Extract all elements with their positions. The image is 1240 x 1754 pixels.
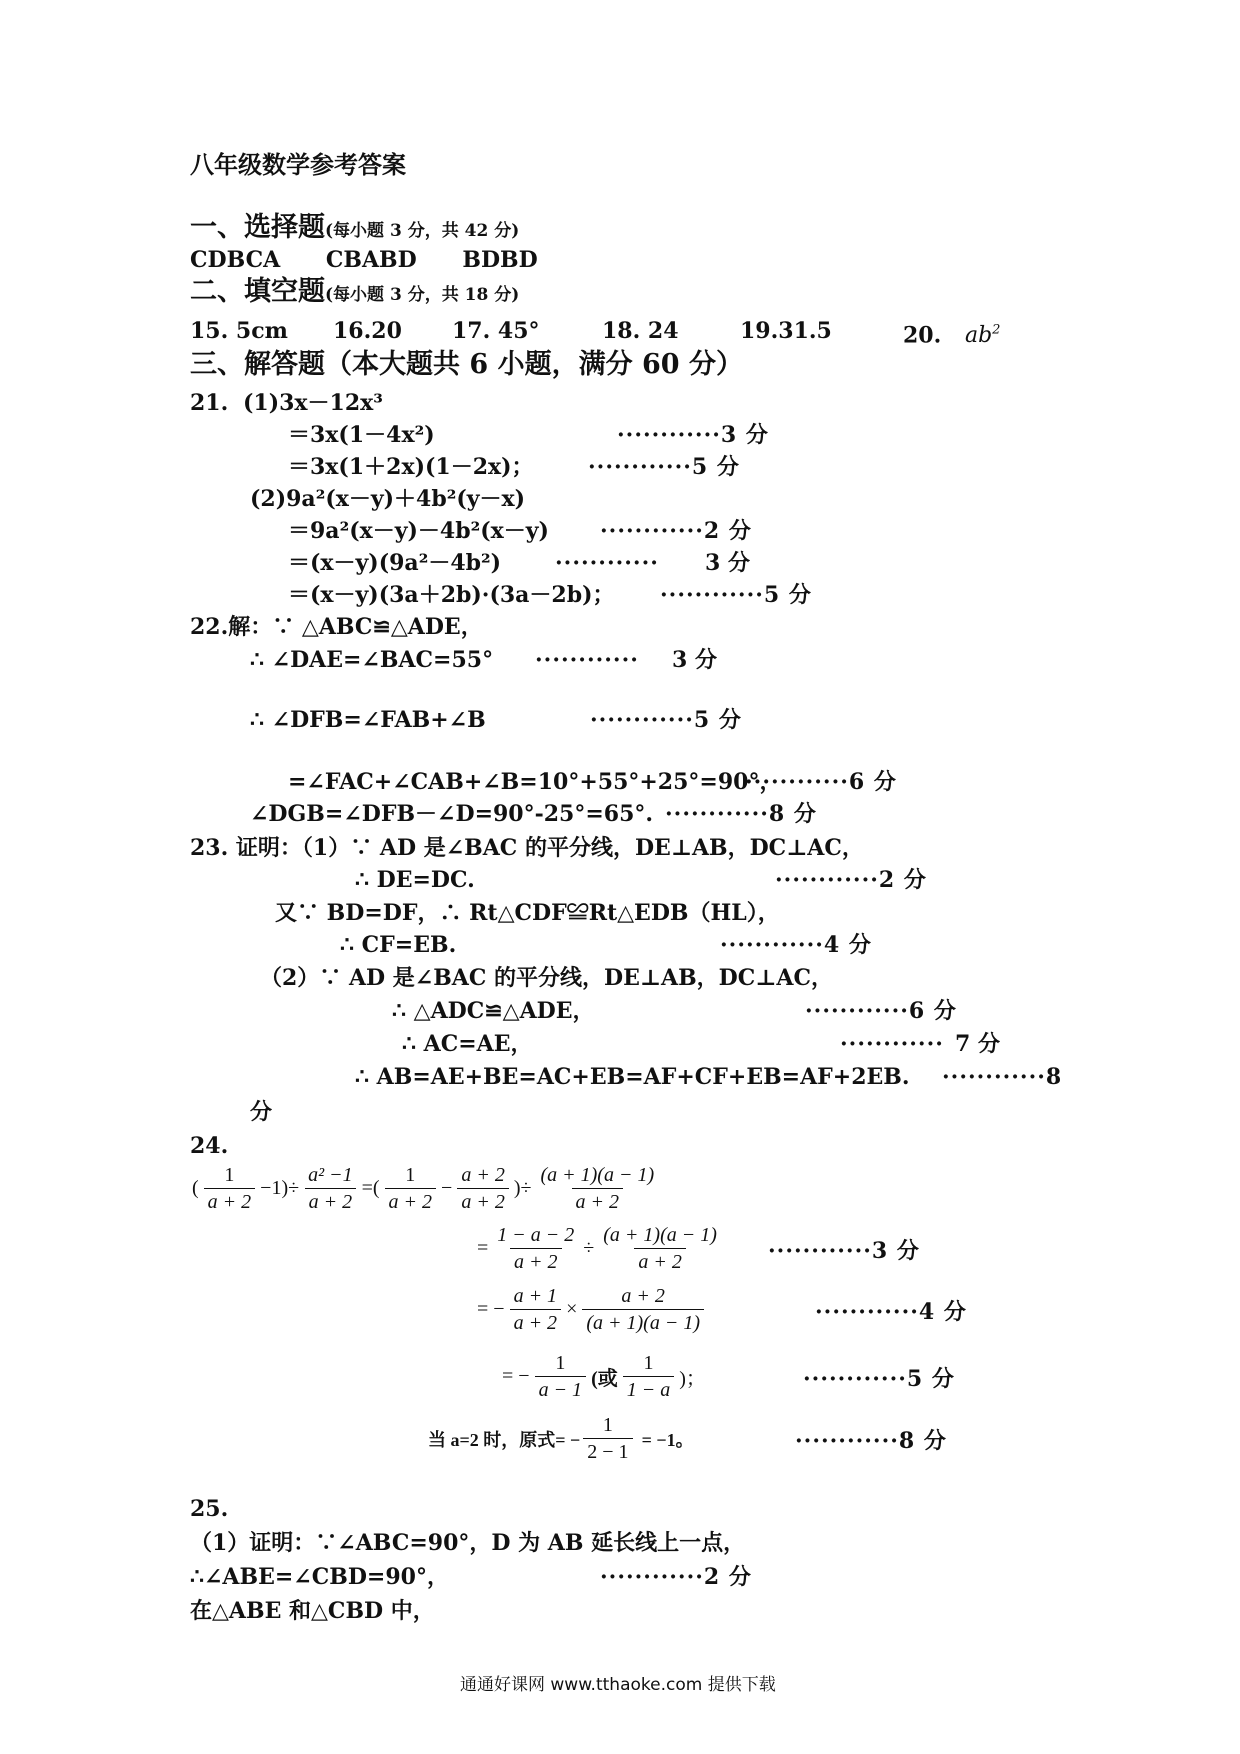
q23-line: 23. 证明：（1）∵ AD 是∠BAC 的平分线，DE⊥AB，DC⊥AC， <box>190 835 864 861</box>
score-dots: ············ <box>840 1031 944 1057</box>
q23-line: （2）∵ AD 是∠BAC 的平分线，DE⊥AB，DC⊥AC， <box>260 965 833 991</box>
q23-line: 又∵ BD=DF，∴ Rt△CDF≌Rt△EDB（HL）， <box>275 900 780 926</box>
score-mark: ············8 分 <box>665 801 817 827</box>
score-mark: ············2 分 <box>775 867 927 893</box>
q24-row-5 <box>428 1412 694 1465</box>
fraction <box>582 1283 704 1336</box>
fill-answer: 20. <box>903 322 942 349</box>
score-mark: ············5 分 <box>803 1366 955 1392</box>
numerator: 1 <box>602 1414 613 1436</box>
denominator: a + 2 <box>572 1188 624 1215</box>
fraction <box>204 1162 256 1215</box>
choice-answer-group: BDBD <box>462 247 538 273</box>
choice-answers <box>190 245 538 275</box>
section-2-heading: 二、填空题 <box>190 276 325 307</box>
denominator: a + 2 <box>510 1248 562 1275</box>
numerator: (a + 1)(a − 1) <box>603 1224 717 1246</box>
operator: ÷ <box>583 1237 595 1259</box>
numerator: a + 2 <box>461 1164 505 1186</box>
score-mark: ············4 分 <box>720 932 872 958</box>
denominator: a + 2 <box>634 1248 686 1275</box>
q21-line: (1)3x－12x³ <box>243 390 383 416</box>
result-tail: = −1。 <box>641 1429 694 1450</box>
result-text: 当 a=2 时，原式= − <box>428 1429 581 1450</box>
numerator: 1 <box>643 1352 654 1374</box>
score-mark: 7 分 <box>955 1031 1000 1057</box>
fraction <box>510 1283 562 1336</box>
score-mark: ············3 分 <box>768 1238 920 1264</box>
paren: ( <box>192 1177 199 1199</box>
denominator: a + 2 <box>305 1188 357 1215</box>
score-mark: 3 分 <box>672 647 717 673</box>
fraction <box>385 1162 437 1215</box>
q21-line: ＝3x(1－4x²) <box>288 422 435 448</box>
operator: = − <box>502 1365 530 1387</box>
fraction <box>457 1162 509 1215</box>
numerator: 1 <box>405 1164 416 1186</box>
q21-line: ＝3x(1＋2x)(1－2x)； <box>288 454 534 480</box>
q21-label: 21. <box>190 390 229 416</box>
score-mark: ············8 <box>942 1064 1063 1090</box>
q25-label: 25. <box>190 1496 229 1522</box>
section-1-header <box>190 213 519 246</box>
section-2-note: (每小题 3 分，共 18 分) <box>325 285 520 305</box>
q21-line: ＝9a²(x－y)－4b²(x－y) <box>288 518 549 544</box>
numerator: a² −1 <box>308 1164 353 1186</box>
denominator: a − 1 <box>535 1376 587 1403</box>
choice-answer-group: CBABD <box>325 247 417 273</box>
score-mark: ············5 分 <box>588 454 740 480</box>
score-mark: ············6 分 <box>745 769 897 795</box>
q22-line: ∴ ∠DFB=∠FAB+∠B <box>250 707 486 733</box>
score-mark: ············2 分 <box>600 518 752 544</box>
q23-line: ∴ AC=AE， <box>402 1031 533 1057</box>
q23-line: ∴ CF=EB. <box>340 932 457 958</box>
denominator: a + 2 <box>510 1309 562 1336</box>
q25-line: （1）证明：∵∠ABC=90°，D 为 AB 延长线上一点， <box>190 1530 746 1556</box>
q22-line: ∠DGB=∠DFB－∠D=90°-25°=65°. <box>250 801 654 827</box>
fill-answer: 19.31.5 <box>740 318 832 344</box>
score-dots: ············ <box>555 550 659 576</box>
score-mark: ············2 分 <box>600 1564 752 1590</box>
q25-line: 在△ABE 和△CBD 中， <box>190 1598 435 1624</box>
section-3-heading: 三、解答题（本大题共 6 小题，满分 60 分） <box>190 349 743 380</box>
score-mark: ············5 分 <box>590 707 742 733</box>
denominator: (a + 1)(a − 1) <box>582 1309 704 1336</box>
operator: (或 <box>591 1368 618 1390</box>
q25-line: ∴∠ABE=∠CBD=90°， <box>190 1564 449 1590</box>
q23-line: 分 <box>250 1099 273 1125</box>
fill-answer: 17. 45° <box>452 318 540 344</box>
denominator: a + 2 <box>457 1188 509 1215</box>
operator: × <box>566 1298 578 1320</box>
score-mark: ············5 分 <box>660 582 812 608</box>
q22-line: 22.解：∵ △ABC≌△ADE， <box>190 614 483 640</box>
q24-label: 24. <box>190 1133 229 1159</box>
q24-row-4 <box>500 1350 708 1403</box>
operator: −1)÷ <box>260 1177 300 1199</box>
fill-answer: 16.20 <box>333 318 402 344</box>
denominator: 2 − 1 <box>583 1438 632 1465</box>
fill-answer: 18. 24 <box>602 318 679 344</box>
numerator: a + 2 <box>621 1285 665 1307</box>
expr-exponent: 2 <box>992 323 1001 338</box>
fraction <box>535 1350 587 1403</box>
operator: = <box>477 1237 489 1259</box>
numerator: (a + 1)(a − 1) <box>540 1164 655 1186</box>
section-2-header <box>190 277 519 310</box>
q22-line: ∴ ∠DAE=∠BAC=55° <box>250 647 494 673</box>
q21-line: (2)9a²(x－y)＋4b²(y－x) <box>250 486 526 512</box>
score-mark: ············4 分 <box>815 1299 967 1325</box>
denominator: 1 − a <box>623 1376 675 1403</box>
q23-line: ∴ DE=DC. <box>355 867 475 893</box>
operator: = − <box>477 1298 505 1320</box>
numerator: 1 <box>224 1164 235 1186</box>
denominator: a + 2 <box>204 1188 256 1215</box>
fraction <box>493 1222 578 1275</box>
choice-answer-group: CDBCA <box>190 247 281 273</box>
footer-text: 通通好课网 www.tthaoke.com 提供下载 <box>460 1675 776 1695</box>
fill-answer: 15. 5cm <box>190 318 288 344</box>
denominator: a + 2 <box>385 1188 437 1215</box>
fill-answer-20-expr <box>965 323 1000 348</box>
operator: )； <box>679 1368 706 1390</box>
numerator: 1 − a − 2 <box>497 1224 575 1246</box>
q23-line: ∴ AB=AE+BE=AC+EB=AF+CF+EB=AF+2EB. <box>355 1064 910 1090</box>
score-mark: 3 分 <box>705 550 750 576</box>
q22-line: =∠FAC+∠CAB+∠B=10°+55°+25°=90°， <box>288 769 782 795</box>
fraction <box>583 1412 632 1465</box>
fraction <box>536 1162 658 1215</box>
score-mark: ············3 分 <box>617 422 769 448</box>
operator: =( <box>361 1177 380 1199</box>
numerator: a + 1 <box>513 1285 558 1307</box>
q21-line: ＝(x－y)(3a＋2b)·(3a－2b)； <box>288 582 615 608</box>
section-1-heading: 一、选择题 <box>190 212 325 243</box>
numerator: 1 <box>555 1352 566 1374</box>
operator: )÷ <box>513 1177 532 1199</box>
fraction <box>304 1162 357 1215</box>
page-title: 八年级数学参考答案 <box>190 150 406 179</box>
q24-row-3 <box>475 1283 707 1336</box>
score-dots: ············ <box>535 647 639 673</box>
operator: − <box>441 1177 453 1199</box>
q21-line: ＝(x－y)(9a²－4b²) <box>288 550 502 576</box>
q24-row-1 <box>190 1162 661 1215</box>
score-mark: ············6 分 <box>805 998 957 1024</box>
q23-line: ∴ △ADC≌△ADE， <box>392 998 595 1024</box>
fill-answer-20 <box>903 316 1000 351</box>
section-1-note: (每小题 3 分，共 42 分) <box>325 221 520 241</box>
q24-row-2 <box>475 1222 724 1275</box>
expr-base: ab <box>964 323 993 349</box>
fraction <box>623 1350 675 1403</box>
fraction <box>599 1222 721 1275</box>
score-mark: ············8 分 <box>795 1428 947 1454</box>
